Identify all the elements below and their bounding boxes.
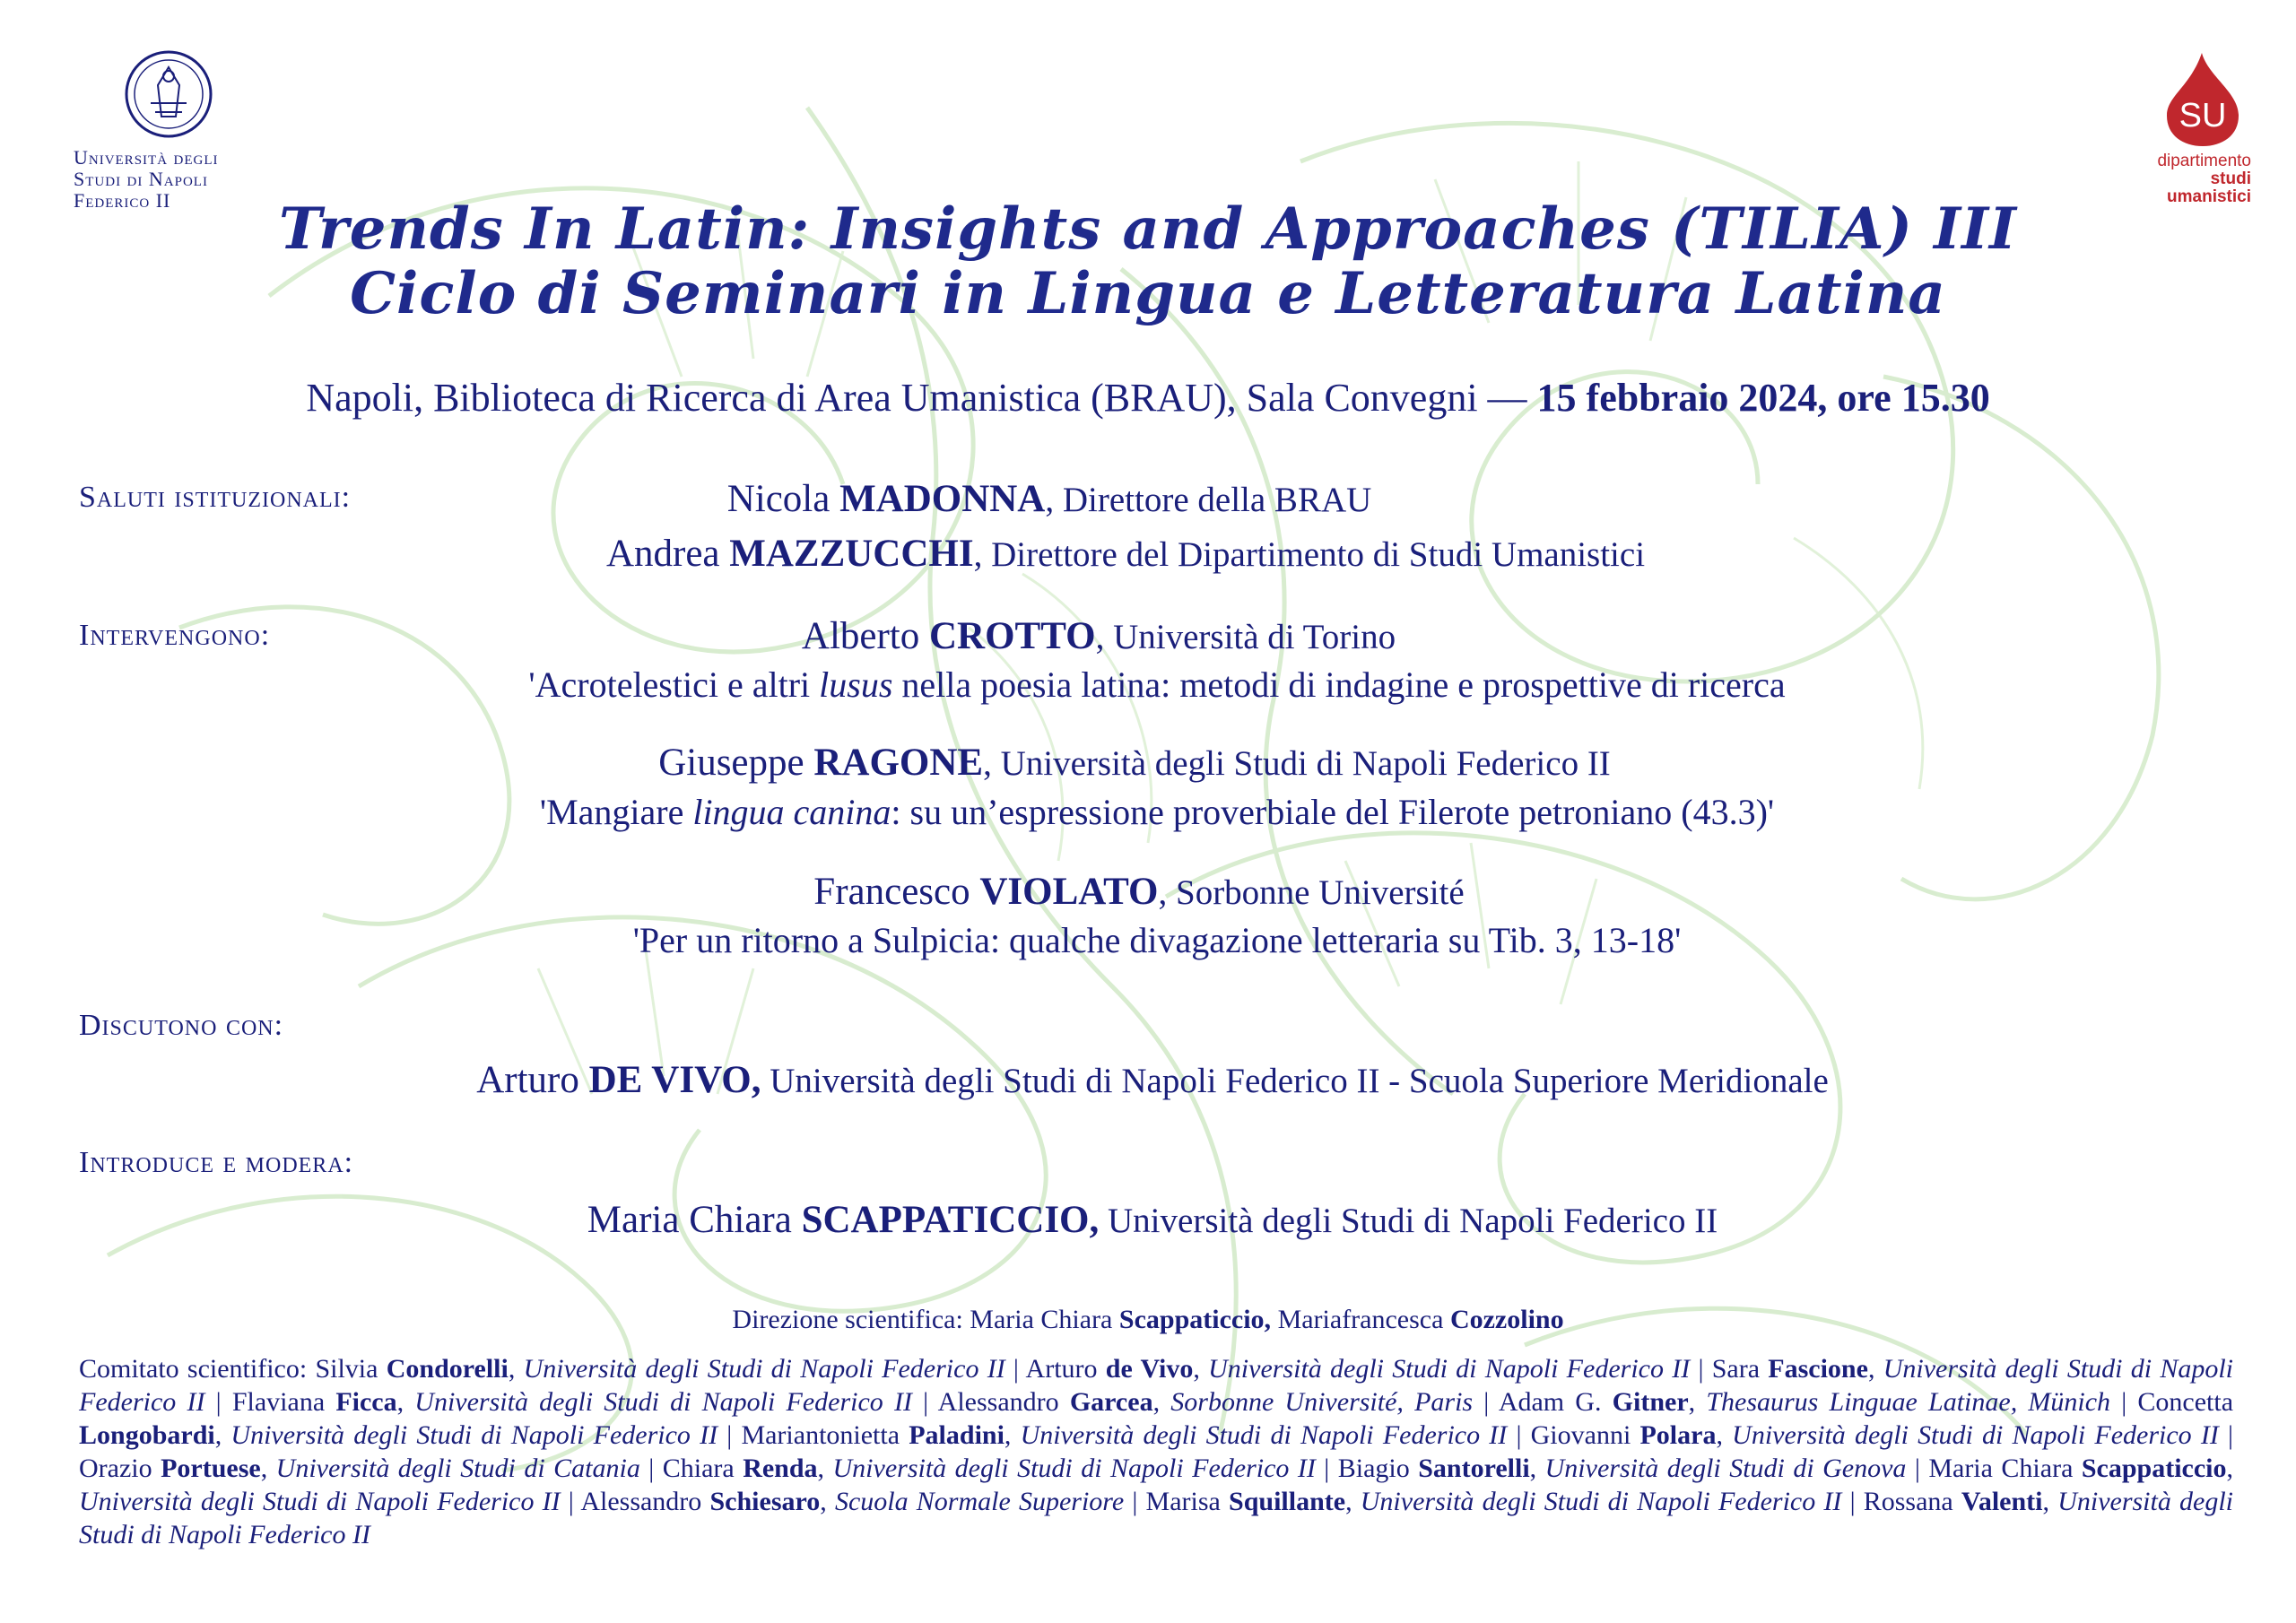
event-title: Trends In Latin: Insights and Approaches (TILIA) III [279,195,2017,263]
committee-separator: | [718,1420,742,1450]
committee-separator: | [1124,1487,1146,1516]
scientific-direction: Direzione scientifica: Maria Chiara Scappaticcio, Mariafrancesca Cozzolino [732,1305,1564,1334]
scientific-committee [79,1352,2233,1551]
committee-separator: | [639,1454,663,1483]
committee-member: Maria Chiara Scappaticcio, Università degli Studi di Napoli Federico II [79,1454,2234,1516]
committee-separator: | [1906,1454,1929,1483]
speaker-talk: 'Per un ritorno a Sulpicia: qualche divagazione letteraria su Tib. 3, 13-18' [632,920,1682,960]
committee-member: Giovanni Polara, Università degli Studi di Napoli Federico II [1530,1420,2219,1450]
section-label-discutono: Discutono con: [79,1009,284,1042]
event-subtitle: Ciclo di Seminari in Lingua e Letteratura Latina [350,260,1946,327]
department-line1: dipartimento [2157,152,2251,170]
committee-member: Adam G. Gitner, Thesaurus Linguae Latinae, Münich [1498,1387,2111,1417]
committee-separator: | [1004,1354,1026,1384]
section-label-saluti: Saluti istituzionali: [79,481,352,514]
committee-separator: | [1473,1387,1499,1417]
university-name: Università degli Studi di Napoli Federico II [74,146,219,212]
section-label-introduce: Introduce e modera: [79,1146,354,1179]
greeting-person: Andrea MAZZUCCHI, Direttore del Dipartimento di Studi Umanistici [605,533,1646,575]
committee-member: Silvia Condorelli, Università degli Studi di Napoli Federico II [315,1354,1005,1384]
venue-line [0,375,2296,421]
committee-separator: | [911,1387,938,1417]
committee-member: Concetta Longobardi, Università degli Studi di Napoli Federico II [79,1387,2234,1450]
committee-separator: | [1690,1354,1712,1384]
greeting-person: Nicola MADONNA, Direttore della BRAU [726,478,1372,520]
committee-separator: | [1841,1487,1864,1516]
section-label-intervengono: Intervengono: [79,619,271,652]
university-seal-icon [124,49,213,139]
committee-separator: | [1507,1420,1531,1450]
committee-separator: | [2218,1420,2233,1450]
department-drop-icon [2152,49,2251,148]
speaker-name: Francesco VIOLATO, Sorbonne Université [813,871,1465,913]
committee-member: Alessandro Schiesaro, Scuola Normale Superiore [580,1487,1125,1516]
department-logo [2135,49,2251,206]
committee-member: Rossana Valenti, Università degli Studi di Napoli Federico II [79,1487,2233,1549]
committee-member: Alessandro Garcea, Sorbonne Université, Paris [937,1387,1474,1417]
committee-separator: | [204,1387,232,1417]
committee-separator: | [1315,1454,1338,1483]
committee-member: Arturo de Vivo, Università degli Studi di Napoli Federico II [1025,1354,1691,1384]
committee-separator: | [560,1487,581,1516]
committee-prefix: Comitato scientifico: [79,1354,316,1384]
committee-member: Flaviana Ficca, Università degli Studi di Napoli Federico II [231,1387,912,1417]
university-logo [74,49,271,212]
committee-member: Orazio Portuese, Università degli Studi di Catania [79,1454,640,1483]
moderator: Maria Chiara SCAPPATICCIO, Università degli Studi di Napoli Federico II [587,1199,1718,1241]
speaker-name: Alberto CROTTO, Università di Torino [801,615,1396,657]
speaker-talk: 'Acrotelestici e altri lusus nella poesia latina: metodi di indagine e prospettive di ricerca [528,664,1786,705]
committee-member: Sara Fascione, Università degli Studi di Napoli Federico II [79,1354,2233,1417]
committee-member: Chiara Renda, Università degli Studi di Napoli Federico II [662,1454,1316,1483]
committee-member: Mariantonietta Paladini, Università degli Studi di Napoli Federico II [741,1420,1508,1450]
department-mark: SU [2179,97,2227,135]
committee-member: Biagio Santorelli, Università degli Studi di Genova [1337,1454,1907,1483]
venue-place: Napoli, Biblioteca di Ricerca di Area Umanistica (BRAU), Sala Convegni — [306,376,1537,420]
department-line2: studi umanistici [2167,169,2251,206]
discussant: Arturo DE VIVO, Università degli Studi di Napoli Federico II - Scuola Superiore Meridionale [476,1059,1829,1101]
venue-datetime: 15 febbraio 2024, ore 15.30 [1536,376,1990,420]
committee-separator: | [2110,1387,2138,1417]
speaker-name: Giuseppe RAGONE, Università degli Studi di Napoli Federico II [658,742,1611,784]
committee-member: Marisa Squillante, Università degli Studi di Napoli Federico II [1145,1487,1842,1516]
speaker-talk: 'Mangiare lingua canina: su un’espressione proverbiale del Filerote petroniano (43.3)' [539,792,1775,832]
